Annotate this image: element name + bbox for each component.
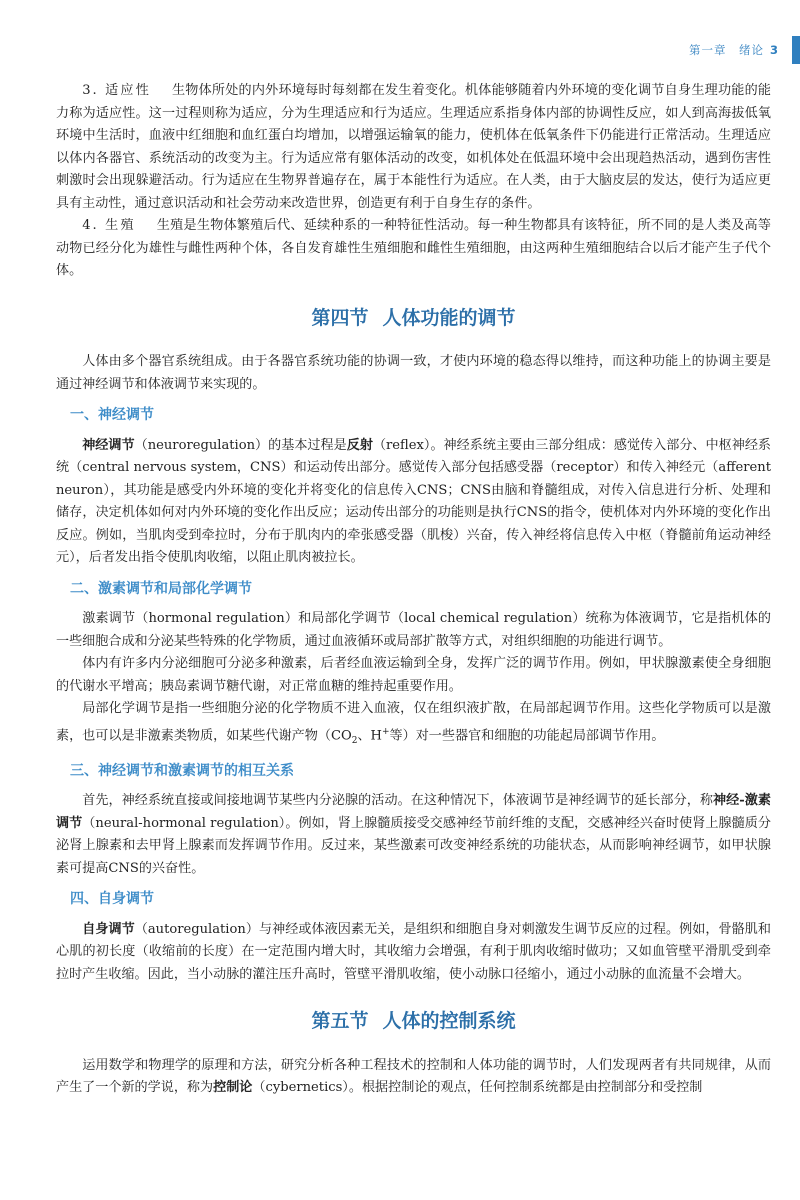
chapter-edge-tab <box>792 36 800 64</box>
paragraph-neural-regulation: 神经调节（neuroregulation）的基本过程是反射（reflex）。神经系统主要由三部分组成：感觉传入部分、中枢神经系统（central nervous system，CNS）和运动传出部分。感觉传入部分包括感受器（receptor）和传入神经元（afferent neuron），其功能是感受内外环境的变化并将变化的信息传入CNS；CNS由脑和脊髓组成，对传入信息进行分析、处理和储存，决定机体如何对内外环境的变化作出反应；运动传出部分的功能则是执行CNS的指令，使机体对内外环境的变化作出反应。例如，当肌肉受到牵拉时，分布于肌肉内的牵张感受器（肌梭）兴奋，传入神经将信息传入中枢（脊髓前角运动神经元），后者发出指令使肌肉收缩，以阻止肌肉被拉长。 <box>56 437 772 565</box>
subsection-title-hormonal: 二、激素调节和局部化学调节 <box>70 580 252 597</box>
paragraph-control-system: 运用数学和物理学的原理和方法，研究分析各种工程技术的控制和人体功能的调节时，人们发现两者有共同规律，从而产生了一个新的学说，称为控制论（cybernetics）。根据控制论的观点，任何控制系统都是由控制部分和受控制 <box>56 1057 771 1096</box>
paragraph-local-chemical: 局部化学调节是指一些细胞分泌的化学物质不进入血液，仅在组织液扩散，在局部起调节作用。这些化学物质可以是激素，也可以是非激素类物质，如某些代谢产物（$CO_2$、H+等）对一些器官和细胞的功能起局部调节作用。 <box>56 701 771 746</box>
term-cybernetics: 控制论 <box>213 1080 253 1096</box>
term-neural-regulation: 神经调节 <box>82 437 135 453</box>
chapter-title: 第一章 绪论 <box>688 43 764 57</box>
section-title-4: 第四节 人体功能的调节 <box>311 306 516 329</box>
paragraph-autoregulation: 自身调节（autoregulation）与神经或体液因素无关，是组织和细胞自身对刺激发生调节反应的过程。例如，骨骼肌和心肌的初长度（收缩前的长度）在一定范围内增大时，其收缩力会增强，有利于肌肉收缩时做功；又如血管壁平滑肌受到牵拉时产生收缩。因此，当小动脉的灌注压升高时，管壁平滑肌收缩，使小动脉口径缩小，通过小动脉的血流量不会增大。 <box>56 921 772 982</box>
paragraph-reproduction: 4. 生殖 生殖是生物体繁殖后代、延续种系的一种特征性活动。每一种生物都具有该特征，所不同的是人类及高等动物已经分化为雄性与雌性两种个体，各自发育雄性生殖细胞和雌性生殖细胞，由这两种生殖细胞结合以后才能产生子代个体。 <box>56 218 772 278</box>
term-reflex: 反射 <box>346 437 373 453</box>
section-4-intro: 人体由多个器官系统组成。由于各器官系统功能的协调一致，才使内环境的稳态得以维持，而这种功能上的协调主要是通过神经调节和体液调节来实现的。 <box>56 354 771 392</box>
paragraph-hormonal-1: 激素调节（hormonal regulation）和局部化学调节（local chemical regulation）统称为体液调节，它是指机体的一些细胞合成和分泌某些特殊的化学物质，通过血液循环或局部扩散等方式，对组织细胞的功能进行调节。 <box>56 611 771 649</box>
page-content <box>56 80 771 1100</box>
term-autoregulation: 自身调节 <box>82 921 135 937</box>
paragraph-interaction: 首先，神经系统直接或间接地调节某些内分泌腺的活动。在这种情况下，体液调节是神经调节的延长部分，称神经-激素调节（neural-hormonal regulation）。例如，肾上腺髓质接受交感神经节前纤维的支配，交感神经兴奋时使肾上腺髓质分泌肾上腺素和去甲肾上腺素而发挥调节作用。反过来，某些激素可改变神经系统的功能状态，从而影响神经调节，如甲状腺素可提高CNS的兴奋性。 <box>56 793 772 876</box>
term-neural-hormonal: 神经-激素调节 <box>56 793 772 831</box>
section-title-5: 第五节 人体的控制系统 <box>311 1010 516 1033</box>
page-number: 3 <box>769 43 778 57</box>
paragraph-adaptability: 3. 适应性 生物体所处的内外环境每时每刻都在发生着变化。机体能够随着内外环境的变化调节自身生理功能的能力称为适应性。这一过程则称为适应，分为生理适应和行为适应。生理适应系指身体内部的协调性反应，如人到高海拔低氧环境中生活时，血液中红细胞和血红蛋白均增加，以增强运输氧的能力，使机体在低氧条件下仍能进行正常活动。生理适应以体内各器官、系统活动的改变为主。行为适应常有躯体活动的改变，如机体处在低温环境中会出现趋热活动，遇到伤害性刺激时会出现躲避活动。行为适应在生物界普遍存在，属于本能性行为适应。在人类，由于大脑皮层的发达，使行为适应更具有主动性，通过意识活动和社会劳动来改造世界，创造更有利于自身生存的条件。 <box>56 83 771 211</box>
item-label-adaptability: 3. 适应性 <box>82 83 152 98</box>
subsection-title-interaction: 三、神经调节和激素调节的相互关系 <box>70 762 294 779</box>
page-header <box>689 42 778 58</box>
paragraph-hormonal-2: 体内有许多内分泌细胞可分泌多种激素，后者经血液运输到全身，发挥广泛的调节作用。例如，甲状腺激素使全身细胞的代谢水平增高；胰岛素调节糖代谢，对正常血糖的维持起重要作用。 <box>56 656 771 694</box>
item-label-reproduction: 4. 生殖 <box>82 218 136 233</box>
subsection-title-autoregulation: 四、自身调节 <box>70 891 154 908</box>
subsection-title-neural: 一、神经调节 <box>70 407 154 423</box>
